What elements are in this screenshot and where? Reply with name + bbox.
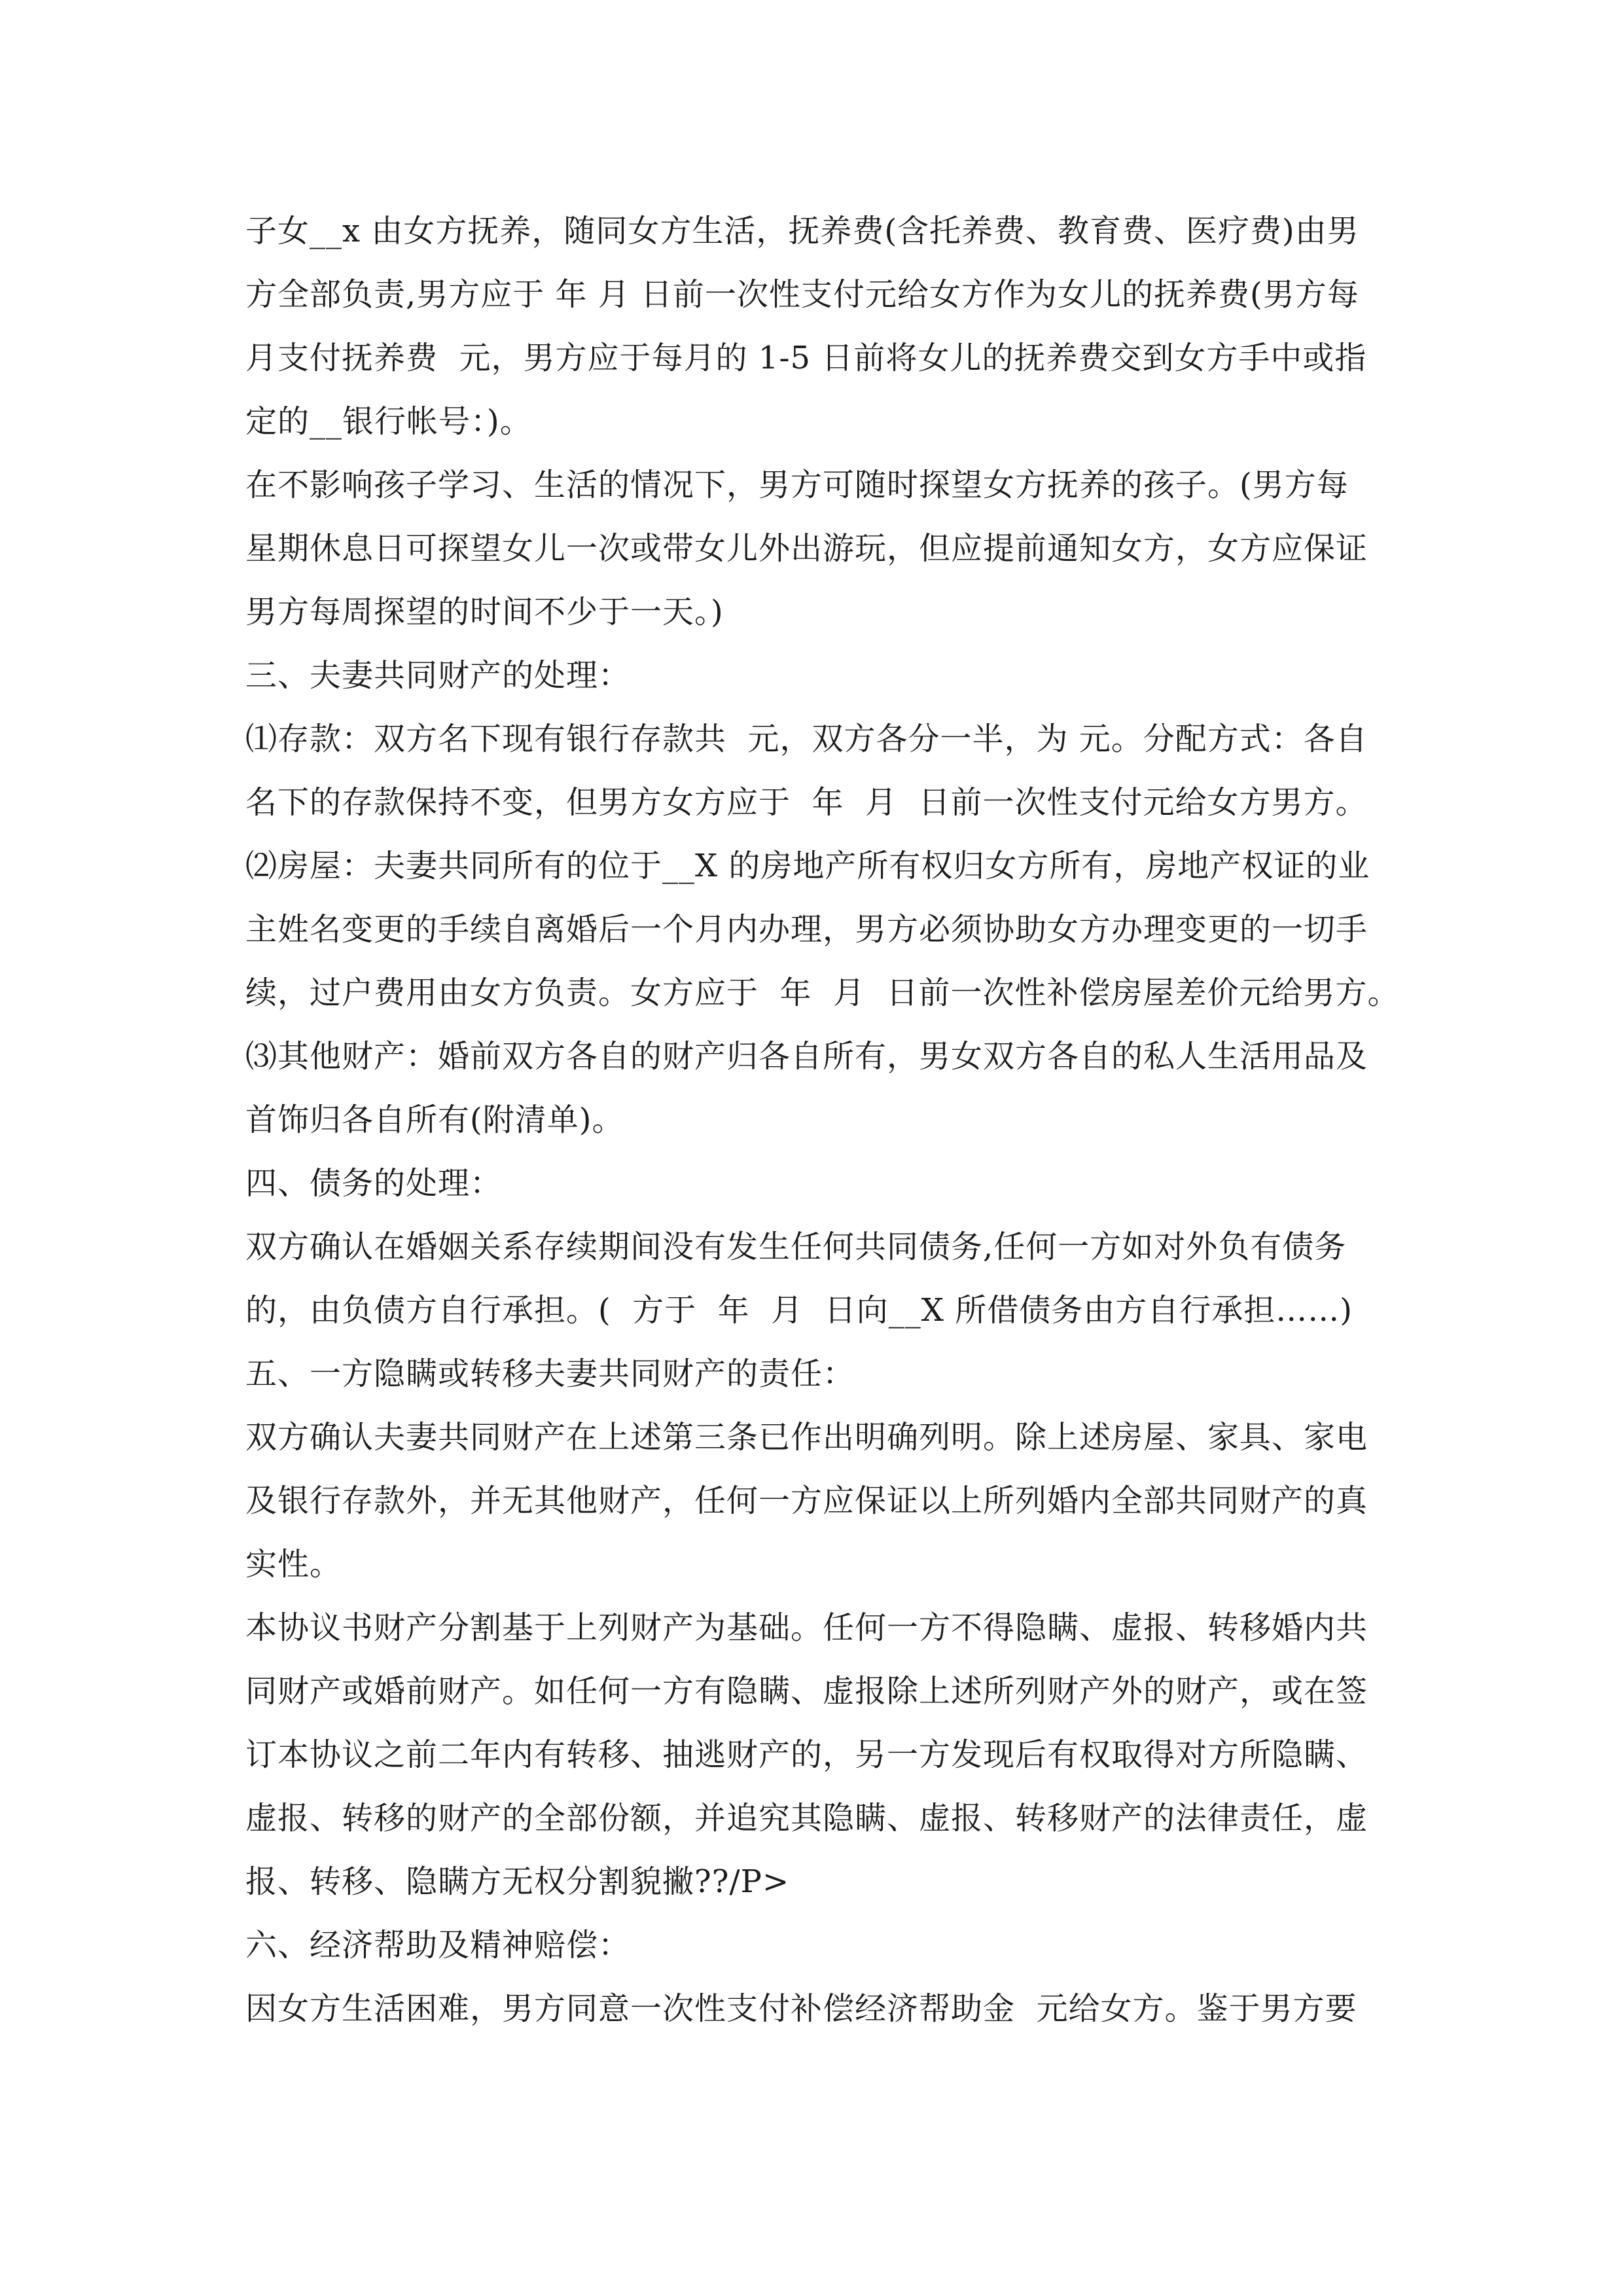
section-heading: 三、夫妻共同财产的处理： <box>245 657 631 694</box>
text-line: 及银行存款外，并无其他财产，任何一方应保证以上所列婚内全部共同财产的真 <box>245 1482 1368 1519</box>
text-line: 同财产或婚前财产。如任何一方有隐瞒、虚报除上述所列财产外的财产，或在签 <box>245 1673 1368 1710</box>
text-line: 因女方生活困难，男方同意一次性支付补偿经济帮助金 元给女方。鉴于男方要 <box>245 1990 1357 2027</box>
section-heading: 五、一方隐瞒或转移夫妻共同财产的责任： <box>245 1355 855 1392</box>
text-line: 主姓名变更的手续自离婚后一个月内办理，男方必须协助女方办理变更的一切手 <box>245 911 1368 948</box>
text-line: 报、转移、隐瞒方无权分割貌撇??/P> <box>245 1863 790 1900</box>
text-line: 续，过户费用由女方负责。女方应于 年 月 日前一次性补偿房屋差价元给男方。 <box>245 975 1400 1011</box>
text-line: 订本协议之前二年内有转移、抽逃财产的，另一方发现后有权取得对方所隐瞒、 <box>245 1736 1368 1773</box>
text-line: 定的__银行帐号：)。 <box>245 403 532 440</box>
text-line: 虚报、转移的财产的全部份额，并追究其隐瞒、虚报、转移财产的法律责任，虚 <box>245 1800 1368 1837</box>
text-line: 男方每周探望的时间不少于一天。) <box>245 594 724 630</box>
text-line: ⑵房屋：夫妻共同所有的位于__X 的房地产所有权归女方所有，房地产权证的业 <box>245 848 1370 884</box>
text-line: 名下的存款保持不变，但男方女方应于 年 月 日前一次性支付元给女方男方。 <box>245 784 1368 821</box>
section-heading: 六、经济帮助及精神赔偿： <box>245 1927 631 1964</box>
document-body <box>245 200 1400 2041</box>
text-line: 本协议书财产分割基于上列财产为基础。任何一方不得隐瞒、虚报、转移婚内共 <box>245 1609 1368 1646</box>
text-line: 在不影响孩子学习、生活的情况下，男方可随时探望女方抚养的孩子。(男方每 <box>245 467 1349 503</box>
text-line: 实性。 <box>245 1546 342 1583</box>
text-line: 月支付抚养费 元，男方应于每月的 1-5 日前将女儿的抚养费交到女方手中或指 <box>245 340 1367 376</box>
text-line: 的，由负债方自行承担。( 方于 年 月 日向__X 所借债务由方自行承担……) <box>245 1292 1353 1329</box>
section-heading: 四、债务的处理： <box>245 1165 503 1202</box>
text-line: 双方确认在婚姻关系存续期间没有发生任何共同债务,任何一方如对外负有债务 <box>245 1229 1347 1265</box>
text-line: ⑴存款：双方名下现有银行存款共 元，双方各分一半，为 元。分配方式：各自 <box>245 721 1368 757</box>
text-line: 星期休息日可探望女儿一次或带女儿外出游玩，但应提前通知女方，女方应保证 <box>245 530 1368 567</box>
text-line: 子女__x 由女方抚养，随同女方生活，抚养费(含托养费、教育费、医疗费)由男 <box>245 213 1359 249</box>
text-line: ⑶其他财产：婚前双方各自的财产归各自所有，男女双方各自的私人生活用品及 <box>245 1038 1368 1075</box>
text-line: 双方确认夫妻共同财产在上述第三条已作出明确列明。除上述房屋、家具、家电 <box>245 1419 1368 1456</box>
text-line: 方全部负责,男方应于 年 月 日前一次性支付元给女方作为女儿的抚养费(男方每 <box>245 276 1359 313</box>
text-line: 首饰归各自所有(附清单)。 <box>245 1102 624 1138</box>
